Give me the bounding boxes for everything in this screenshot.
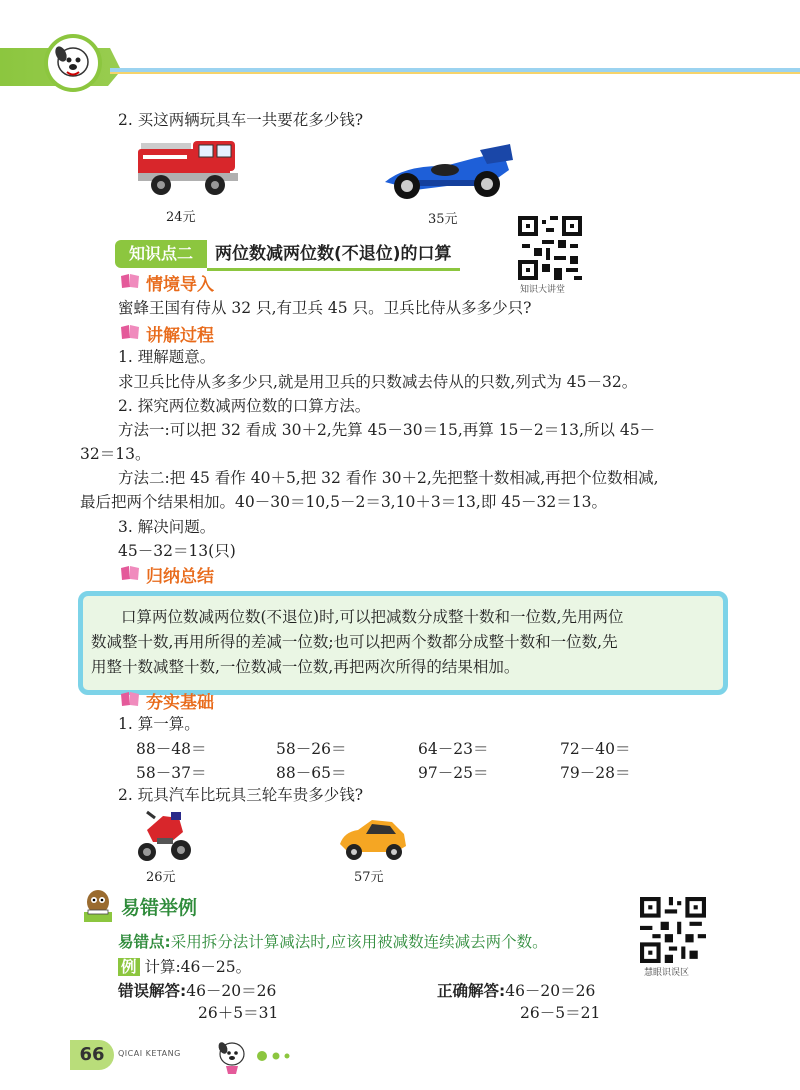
errors-right-label: 正确解答: xyxy=(437,982,506,1000)
explain-answer: 45－32＝13(只) xyxy=(118,542,236,560)
errors-wrong-1: 46－20＝26 xyxy=(186,982,277,1000)
practice-item: 58－26＝ xyxy=(276,740,347,758)
header-subject: 数学 xyxy=(204,47,239,66)
page-number: 66 xyxy=(79,1044,105,1065)
errors-wrong-2: 26＋5＝31 xyxy=(198,1004,279,1022)
header-grade: 二年级 xyxy=(370,47,422,66)
problem2-question: 2. 买这两辆玩具车一共要花多少钱? xyxy=(118,111,364,129)
toy-car-price: 57元 xyxy=(354,870,384,885)
mascot-dog-icon xyxy=(42,32,104,94)
errors-wrong-label: 错误解答: xyxy=(118,982,187,1000)
knowledge-tag-label: 知识点二 xyxy=(128,244,193,263)
race-car-image xyxy=(375,140,515,205)
scenario-heading: 情境导入 xyxy=(146,275,214,295)
summary-line2: 数减整十数,再用所得的差减一位数;也可以把两个数都分成整十数和一位数,先 xyxy=(91,633,618,651)
qr-code-knowledge[interactable] xyxy=(518,216,582,280)
page-number-badge xyxy=(70,1040,114,1070)
qr-code-errors[interactable] xyxy=(640,897,706,963)
tricycle-price: 26元 xyxy=(146,870,176,885)
practice-heading: 夯实基础 xyxy=(146,693,214,713)
reading-mascot-icon xyxy=(78,886,118,926)
race-car-price: 35元 xyxy=(428,212,458,227)
book-icon xyxy=(120,691,140,707)
errors-wrong xyxy=(118,979,276,1003)
explain-step3: 3. 解决问题。 xyxy=(118,518,216,536)
header-mascot xyxy=(42,32,104,94)
errors-example-text: 计算:46－25。 xyxy=(139,958,252,976)
fire-truck-price: 24元 xyxy=(166,210,196,225)
summary-box xyxy=(78,591,728,695)
errors-point-text: 采用拆分法计算减法时,应该用被减数连续减去两个数。 xyxy=(170,933,548,951)
knowledge-title-text: 两位数减两位数(不退位)的口算 xyxy=(215,244,452,264)
practice-item: 88－65＝ xyxy=(276,764,347,782)
book-icon xyxy=(120,565,140,581)
knowledge-tag xyxy=(115,240,207,268)
practice-item: 64－23＝ xyxy=(418,740,489,758)
practice-item: 88－48＝ xyxy=(136,740,207,758)
fire-truck-image xyxy=(133,135,248,200)
header-volume: 下册 xyxy=(431,47,466,66)
header-edition: 青岛版·六年制 xyxy=(250,47,359,66)
explain-step1: 1. 理解题意。 xyxy=(118,348,216,366)
footer-dots xyxy=(256,1048,306,1064)
scenario-text: 蜜蜂王国有侍从 32 只,有卫兵 45 只。卫兵比侍从多多少只? xyxy=(118,299,532,317)
errors-example xyxy=(118,955,251,979)
summary-line1: 口算两位数减两位数(不退位)时,可以把减数分成整十数和一位数,先用两位 xyxy=(121,608,624,626)
errors-right-1: 46－20＝26 xyxy=(505,982,596,1000)
explain-method2-a: 方法二:把 45 看作 40＋5,把 32 看作 30＋2,先把整十数相减,再把个位数相减, xyxy=(118,469,659,487)
practice-item: 72－40＝ xyxy=(560,740,631,758)
errors-example-label: 例 xyxy=(118,958,140,976)
footer xyxy=(70,1036,310,1076)
errors-point xyxy=(118,930,548,954)
errors-heading: 易错举例 xyxy=(121,897,198,919)
practice-q1: 1. 算一算。 xyxy=(118,715,200,733)
toy-car-image xyxy=(336,810,410,864)
book-icon xyxy=(120,273,140,289)
header-bar xyxy=(0,40,800,86)
explain-method1-a: 方法一:可以把 32 看成 30＋2,先算 45－30＝15,再算 15－2＝13,所以 45－ xyxy=(118,421,656,439)
explain-heading: 讲解过程 xyxy=(146,326,214,346)
explain-step2: 2. 探究两位数减两位数的口算方法。 xyxy=(118,397,371,415)
errors-point-label: 易错点: xyxy=(118,933,171,951)
explain-method1-b: 32＝13。 xyxy=(80,445,151,463)
qr-caption-knowledge: 知识大讲堂 xyxy=(520,285,566,295)
header-series: 七彩课堂 xyxy=(120,47,189,66)
knowledge-title xyxy=(207,240,460,271)
explain-method2-b: 最后把两个结果相加。40－30＝10,5－2＝3,10＋3＝13,即 45－32＝13。 xyxy=(80,493,607,511)
summary-line3: 用整十数减整十数,一位数减一位数,再把两次所得的结果相加。 xyxy=(91,658,520,676)
tricycle-image xyxy=(133,808,195,866)
header-title xyxy=(120,44,466,67)
book-icon xyxy=(120,324,140,340)
footer-brand: QICAI KETANG xyxy=(118,1049,181,1058)
practice-item: 97－25＝ xyxy=(418,764,489,782)
footer-mascot-icon xyxy=(212,1036,252,1076)
summary-heading: 归纳总结 xyxy=(146,567,214,587)
errors-right-2: 26－5＝21 xyxy=(520,1004,601,1022)
practice-item: 58－37＝ xyxy=(136,764,207,782)
qr-caption-errors: 慧眼识误区 xyxy=(644,968,690,978)
errors-right xyxy=(437,979,595,1003)
explain-step1-text: 求卫兵比侍从多多少只,就是用卫兵的只数减去侍从的只数,列式为 45－32。 xyxy=(118,373,638,391)
practice-item: 79－28＝ xyxy=(560,764,631,782)
practice-q2: 2. 玩具汽车比玩具三轮车贵多少钱? xyxy=(118,786,364,804)
